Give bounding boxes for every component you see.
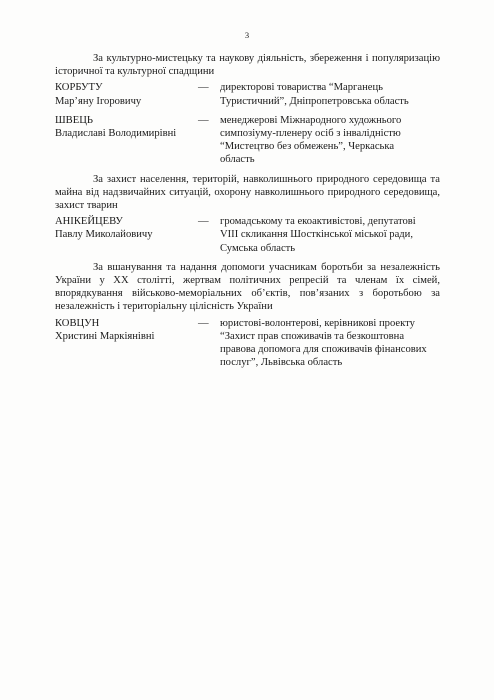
dash-separator: — (198, 317, 209, 329)
award-section (55, 261, 440, 370)
recipient-surname: КОВЦУН (55, 317, 100, 329)
recipient-description: директорові товариства “Марганець Туристичний”, Дніпропетровська область (220, 82, 409, 107)
recipient-name (55, 215, 198, 241)
award-entry (55, 114, 440, 167)
recipient-given-names: Владиславі Володимирівні (55, 128, 177, 140)
dash-separator: — (198, 216, 209, 228)
award-section (55, 52, 440, 167)
dash-separator: — (198, 114, 209, 126)
recipient-name (55, 114, 198, 140)
award-entry (55, 215, 440, 255)
recipient-given-names: Мар’яну Ігоровичу (55, 95, 142, 107)
recipient-description: юристові-волонтерові, керівникові проекту “Захист прав споживачів та безкоштовна правова допомога для споживачів фінансових послуг”, Львівська область (220, 317, 427, 369)
section-heading: За культурно-мистецьку та наукову діяльність, збереження і популяризацію історичної та культурної спадщини (55, 53, 440, 78)
recipient-name (55, 81, 198, 107)
award-entry (55, 317, 440, 370)
recipient-surname: ШВЕЦЬ (55, 114, 93, 126)
award-section (55, 173, 440, 255)
recipient-surname: АНІКЕЙЦЕВУ (55, 216, 123, 228)
recipient-name (55, 317, 198, 343)
recipient-description: громадському та екоактивістові, депутатові VIII скликання Шосткінської міської ради, Сумська область (220, 216, 416, 254)
award-entry (55, 81, 440, 107)
recipient-surname: КОРБУТУ (55, 82, 103, 94)
section-heading: За захист населення, територій, навколишнього природного середовища та майна від надзвичайних ситуацій, охорону навколишнього природного середовища, захист тварин (55, 173, 440, 212)
recipient-given-names: Павлу Миколайовичу (55, 229, 153, 241)
section-heading: За вшанування та надання допомоги учасникам боротьби за незалежність України у ХХ столітті, жертвам політичних репресій та членам їх сімей, впорядкування військово-меморіальних об’єктів, пов’язаних з боротьбою за незалежність і територіальну цілісність України (55, 261, 440, 313)
document-body (55, 52, 440, 375)
recipient-given-names: Христині Маркіянівні (55, 330, 155, 342)
recipient-description: менеджерові Міжнародного художнього симпозіуму-пленеру осіб з інвалідністю “Мистецтво без обмежень”, Черкаська область (220, 114, 402, 166)
dash-separator: — (198, 82, 209, 94)
page-number: 3 (244, 30, 250, 40)
